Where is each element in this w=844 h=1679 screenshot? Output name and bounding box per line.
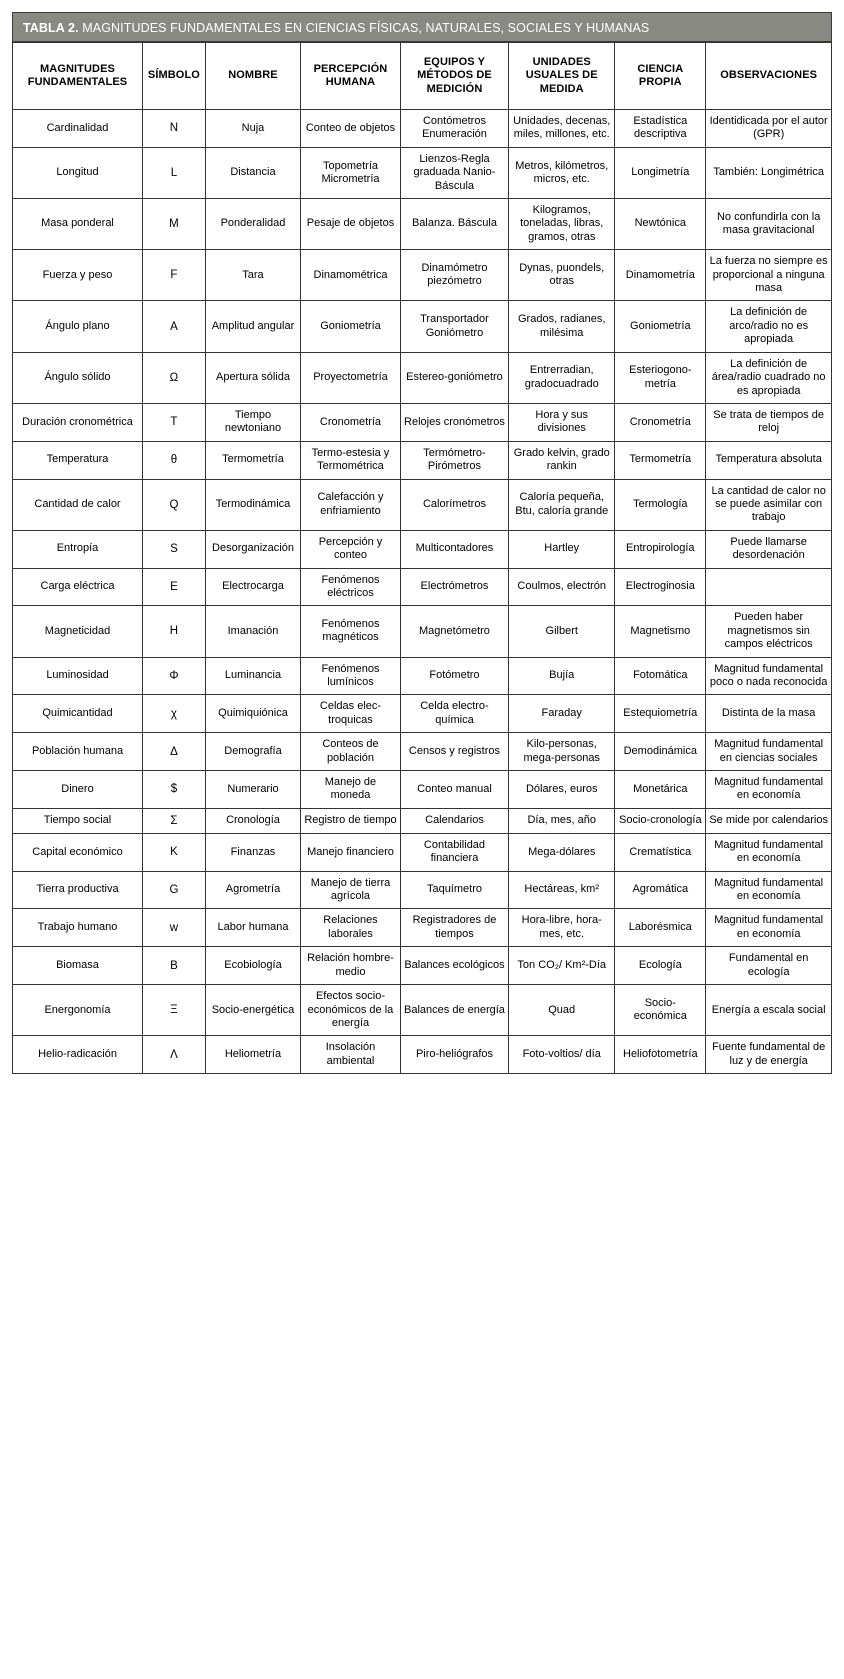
cell-magnitud: Tiempo social xyxy=(13,808,143,833)
magnitudes-table xyxy=(12,42,832,1074)
cell-simbolo: N xyxy=(143,110,206,148)
cell-magnitud: Dinero xyxy=(13,771,143,809)
cell-simbolo: Λ xyxy=(143,1036,206,1074)
cell-ciencia: Demodinámica xyxy=(615,733,706,771)
cell-simbolo: M xyxy=(143,199,206,250)
cell-ciencia: Heliofotometría xyxy=(615,1036,706,1074)
cell-nombre: Finanzas xyxy=(205,833,300,871)
cell-unidades: Faraday xyxy=(509,695,615,733)
cell-percepcion: Manejo de moneda xyxy=(301,771,401,809)
cell-unidades: Caloría pequeña, Btu, caloría grande xyxy=(509,479,615,530)
cell-magnitud: Longitud xyxy=(13,147,143,198)
cell-equipos: Piro-heliógrafos xyxy=(400,1036,508,1074)
cell-unidades: Kilo-personas, mega-personas xyxy=(509,733,615,771)
cell-observaciones xyxy=(706,568,832,606)
cell-nombre: Labor humana xyxy=(205,909,300,947)
column-header-percepcion-humana: PERCEPCIÓN HUMANA xyxy=(301,43,401,110)
cell-percepcion: Fenómenos lumínicos xyxy=(301,657,401,695)
cell-observaciones: Se mide por calendarios xyxy=(706,808,832,833)
table-row xyxy=(13,833,832,871)
table-row xyxy=(13,1036,832,1074)
cell-ciencia: Magnetismo xyxy=(615,606,706,657)
table-body xyxy=(13,110,832,1074)
cell-unidades: Foto-voltios/ día xyxy=(509,1036,615,1074)
cell-magnitud: Trabajo humano xyxy=(13,909,143,947)
cell-simbolo: L xyxy=(143,147,206,198)
cell-equipos: Calendarios xyxy=(400,808,508,833)
cell-simbolo: A xyxy=(143,301,206,352)
cell-equipos: Registradores de tiempos xyxy=(400,909,508,947)
cell-unidades: Hartley xyxy=(509,530,615,568)
cell-ciencia: Monetárica xyxy=(615,771,706,809)
cell-ciencia: Estadística descriptiva xyxy=(615,110,706,148)
cell-nombre: Ecobiología xyxy=(205,947,300,985)
cell-simbolo: E xyxy=(143,568,206,606)
cell-magnitud: Ángulo sólido xyxy=(13,352,143,403)
cell-observaciones: La cantidad de calor no se puede asimilar con trabajo xyxy=(706,479,832,530)
table-row xyxy=(13,568,832,606)
cell-percepcion: Termo-estesia y Termométrica xyxy=(301,441,401,479)
cell-simbolo: Φ xyxy=(143,657,206,695)
column-header-magnitudes-fundamentales: MAGNITUDES FUNDAMENTALES xyxy=(13,43,143,110)
cell-unidades: Grado kelvin, grado rankin xyxy=(509,441,615,479)
cell-observaciones: Identidicada por el autor (GPR) xyxy=(706,110,832,148)
cell-equipos: Dinamómetro piezómetro xyxy=(400,250,508,301)
cell-percepcion: Celdas elec-troquicas xyxy=(301,695,401,733)
cell-percepcion: Calefacción y enfriamiento xyxy=(301,479,401,530)
cell-nombre: Termodinámica xyxy=(205,479,300,530)
cell-simbolo: Q xyxy=(143,479,206,530)
cell-observaciones: Magnitud fundamental en economía xyxy=(706,771,832,809)
cell-equipos: Multicontadores xyxy=(400,530,508,568)
cell-simbolo: H xyxy=(143,606,206,657)
cell-magnitud: Fuerza y peso xyxy=(13,250,143,301)
cell-magnitud: Duración cronométrica xyxy=(13,403,143,441)
cell-ciencia: Crematística xyxy=(615,833,706,871)
cell-simbolo: G xyxy=(143,871,206,909)
table-row xyxy=(13,250,832,301)
cell-unidades: Gilbert xyxy=(509,606,615,657)
cell-equipos: Balances ecológicos xyxy=(400,947,508,985)
table-row xyxy=(13,947,832,985)
cell-magnitud: Luminosidad xyxy=(13,657,143,695)
cell-nombre: Termometría xyxy=(205,441,300,479)
cell-nombre: Apertura sólida xyxy=(205,352,300,403)
table-container xyxy=(12,12,832,1074)
cell-unidades: Metros, kilómetros, micros, etc. xyxy=(509,147,615,198)
cell-simbolo: Ξ xyxy=(143,985,206,1036)
column-header-ciencia-propia: CIENCIA PROPIA xyxy=(615,43,706,110)
cell-observaciones: Magnitud fundamental en economía xyxy=(706,909,832,947)
cell-percepcion: Efectos socio-económicos de la energía xyxy=(301,985,401,1036)
cell-observaciones: Distinta de la masa xyxy=(706,695,832,733)
cell-ciencia: Agromática xyxy=(615,871,706,909)
cell-magnitud: Tierra productiva xyxy=(13,871,143,909)
cell-simbolo: $ xyxy=(143,771,206,809)
cell-simbolo: Δ xyxy=(143,733,206,771)
cell-observaciones: Magnitud fundamental en ciencias sociales xyxy=(706,733,832,771)
table-row xyxy=(13,871,832,909)
cell-simbolo: w xyxy=(143,909,206,947)
cell-observaciones: Magnitud fundamental en economía xyxy=(706,871,832,909)
cell-nombre: Ponderalidad xyxy=(205,199,300,250)
cell-simbolo: θ xyxy=(143,441,206,479)
cell-percepcion: Conteo de objetos xyxy=(301,110,401,148)
cell-magnitud: Helio-radicación xyxy=(13,1036,143,1074)
cell-ciencia: Dinamometría xyxy=(615,250,706,301)
cell-nombre: Luminancia xyxy=(205,657,300,695)
cell-percepcion: Dinamométrica xyxy=(301,250,401,301)
cell-simbolo: χ xyxy=(143,695,206,733)
table-row xyxy=(13,695,832,733)
cell-percepcion: Registro de tiempo xyxy=(301,808,401,833)
cell-magnitud: Masa ponderal xyxy=(13,199,143,250)
cell-nombre: Desorganización xyxy=(205,530,300,568)
column-header-equipos-metodos: EQUIPOS Y MÉTODOS DE MEDICIÓN xyxy=(400,43,508,110)
cell-unidades: Grados, radianes, milésima xyxy=(509,301,615,352)
cell-unidades: Hora y sus divisiones xyxy=(509,403,615,441)
table-header-row xyxy=(13,43,832,110)
cell-simbolo: B xyxy=(143,947,206,985)
cell-ciencia: Ecología xyxy=(615,947,706,985)
cell-equipos: Contabilidad financiera xyxy=(400,833,508,871)
table-row xyxy=(13,479,832,530)
table-row xyxy=(13,352,832,403)
cell-ciencia: Esteriogono-metría xyxy=(615,352,706,403)
cell-simbolo: K xyxy=(143,833,206,871)
cell-percepcion: Fenómenos magnéticos xyxy=(301,606,401,657)
column-header-nombre: NOMBRE xyxy=(205,43,300,110)
cell-unidades: Quad xyxy=(509,985,615,1036)
cell-equipos: Censos y registros xyxy=(400,733,508,771)
cell-equipos: Relojes cronómetros xyxy=(400,403,508,441)
table-title-lead: TABLA 2. xyxy=(23,21,79,35)
table-header xyxy=(13,43,832,110)
cell-magnitud: Cantidad de calor xyxy=(13,479,143,530)
cell-unidades: Ton CO₂/ Km²-Día xyxy=(509,947,615,985)
table-row xyxy=(13,606,832,657)
cell-equipos: Balances de energía xyxy=(400,985,508,1036)
cell-nombre: Electrocarga xyxy=(205,568,300,606)
cell-equipos: Lienzos-Regla graduada Nanio-Báscula xyxy=(400,147,508,198)
cell-equipos: Celda electro-química xyxy=(400,695,508,733)
table-row xyxy=(13,733,832,771)
cell-percepcion: Topometría Micrometría xyxy=(301,147,401,198)
cell-unidades: Entrerradian, gradocuadrado xyxy=(509,352,615,403)
cell-unidades: Hectáreas, km² xyxy=(509,871,615,909)
cell-ciencia: Electroginosia xyxy=(615,568,706,606)
cell-magnitud: Entropía xyxy=(13,530,143,568)
cell-percepcion: Manejo financiero xyxy=(301,833,401,871)
column-header-simbolo: SÍMBOLO xyxy=(143,43,206,110)
cell-simbolo: Σ xyxy=(143,808,206,833)
cell-ciencia: Longimetría xyxy=(615,147,706,198)
table-title-text: MAGNITUDES FUNDAMENTALES EN CIENCIAS FÍSICAS, NATURALES, SOCIALES Y HUMANAS xyxy=(78,21,650,35)
cell-equipos: Estereo-goniómetro xyxy=(400,352,508,403)
cell-observaciones: No confundirla con la masa gravitacional xyxy=(706,199,832,250)
cell-nombre: Imanación xyxy=(205,606,300,657)
cell-observaciones: Energía a escala social xyxy=(706,985,832,1036)
table-row xyxy=(13,771,832,809)
cell-ciencia: Estequiometría xyxy=(615,695,706,733)
cell-observaciones: Temperatura absoluta xyxy=(706,441,832,479)
cell-nombre: Distancia xyxy=(205,147,300,198)
cell-ciencia: Entropirología xyxy=(615,530,706,568)
cell-percepcion: Relaciones laborales xyxy=(301,909,401,947)
cell-observaciones: Magnitud fundamental poco o nada reconocida xyxy=(706,657,832,695)
table-row xyxy=(13,403,832,441)
cell-unidades: Kilogramos, toneladas, libras, gramos, otras xyxy=(509,199,615,250)
cell-magnitud: Magneticidad xyxy=(13,606,143,657)
cell-equipos: Termómetro-Pirómetros xyxy=(400,441,508,479)
table-row xyxy=(13,657,832,695)
cell-nombre: Cronología xyxy=(205,808,300,833)
cell-simbolo: T xyxy=(143,403,206,441)
cell-observaciones: La definición de arco/radio no es apropiada xyxy=(706,301,832,352)
cell-equipos: Conteo manual xyxy=(400,771,508,809)
cell-simbolo: F xyxy=(143,250,206,301)
cell-magnitud: Carga eléctrica xyxy=(13,568,143,606)
cell-unidades: Día, mes, año xyxy=(509,808,615,833)
cell-nombre: Numerario xyxy=(205,771,300,809)
cell-equipos: Electrómetros xyxy=(400,568,508,606)
cell-ciencia: Fotomática xyxy=(615,657,706,695)
cell-nombre: Socio-energética xyxy=(205,985,300,1036)
cell-equipos: Balanza. Báscula xyxy=(400,199,508,250)
table-row xyxy=(13,301,832,352)
cell-observaciones: Se trata de tiempos de reloj xyxy=(706,403,832,441)
cell-magnitud: Cardinalidad xyxy=(13,110,143,148)
cell-ciencia: Socio-cronología xyxy=(615,808,706,833)
cell-percepcion: Proyectometría xyxy=(301,352,401,403)
cell-equipos: Taquímetro xyxy=(400,871,508,909)
cell-magnitud: Capital económico xyxy=(13,833,143,871)
cell-observaciones: La fuerza no siempre es proporcional a ninguna masa xyxy=(706,250,832,301)
cell-magnitud: Energonomía xyxy=(13,985,143,1036)
cell-ciencia: Termología xyxy=(615,479,706,530)
cell-observaciones: Fundamental en ecología xyxy=(706,947,832,985)
cell-unidades: Bujía xyxy=(509,657,615,695)
cell-ciencia: Laborésmica xyxy=(615,909,706,947)
cell-observaciones: La definición de área/radio cuadrado no es apropiada xyxy=(706,352,832,403)
cell-nombre: Agrometría xyxy=(205,871,300,909)
table-row xyxy=(13,441,832,479)
cell-ciencia: Socio-económica xyxy=(615,985,706,1036)
table-row xyxy=(13,199,832,250)
cell-observaciones: También: Longimétrica xyxy=(706,147,832,198)
cell-simbolo: Ω xyxy=(143,352,206,403)
cell-ciencia: Newtónica xyxy=(615,199,706,250)
cell-nombre: Tiempo newtoniano xyxy=(205,403,300,441)
column-header-observaciones: OBSERVACIONES xyxy=(706,43,832,110)
cell-nombre: Demografía xyxy=(205,733,300,771)
cell-ciencia: Termometría xyxy=(615,441,706,479)
table-row xyxy=(13,808,832,833)
cell-observaciones: Magnitud fundamental en economía xyxy=(706,833,832,871)
cell-percepcion: Percepción y conteo xyxy=(301,530,401,568)
cell-equipos: Calorímetros xyxy=(400,479,508,530)
cell-magnitud: Población humana xyxy=(13,733,143,771)
cell-nombre: Amplitud angular xyxy=(205,301,300,352)
cell-unidades: Dólares, euros xyxy=(509,771,615,809)
cell-nombre: Heliometría xyxy=(205,1036,300,1074)
table-row xyxy=(13,147,832,198)
cell-percepcion: Goniometría xyxy=(301,301,401,352)
cell-magnitud: Temperatura xyxy=(13,441,143,479)
cell-unidades: Unidades, decenas, miles, millones, etc. xyxy=(509,110,615,148)
cell-observaciones: Pueden haber magnetismos sin campos eléctricos xyxy=(706,606,832,657)
cell-observaciones: Fuente fundamental de luz y de energía xyxy=(706,1036,832,1074)
cell-magnitud: Quimicantidad xyxy=(13,695,143,733)
cell-unidades: Coulmos, electrón xyxy=(509,568,615,606)
cell-percepcion: Cronometría xyxy=(301,403,401,441)
cell-unidades: Mega-dólares xyxy=(509,833,615,871)
cell-percepcion: Insolación ambiental xyxy=(301,1036,401,1074)
table-row xyxy=(13,909,832,947)
table-row xyxy=(13,985,832,1036)
cell-percepcion: Conteos de población xyxy=(301,733,401,771)
cell-percepcion: Fenómenos eléctricos xyxy=(301,568,401,606)
cell-magnitud: Biomasa xyxy=(13,947,143,985)
cell-observaciones: Puede llamarse desordenación xyxy=(706,530,832,568)
cell-simbolo: S xyxy=(143,530,206,568)
cell-percepcion: Pesaje de objetos xyxy=(301,199,401,250)
cell-magnitud: Ángulo plano xyxy=(13,301,143,352)
cell-equipos: Contómetros Enumeración xyxy=(400,110,508,148)
cell-ciencia: Goniometría xyxy=(615,301,706,352)
cell-unidades: Dynas, puondels, otras xyxy=(509,250,615,301)
cell-equipos: Magnetómetro xyxy=(400,606,508,657)
cell-nombre: Tara xyxy=(205,250,300,301)
cell-unidades: Hora-libre, hora- mes, etc. xyxy=(509,909,615,947)
cell-equipos: Fotómetro xyxy=(400,657,508,695)
cell-nombre: Nuja xyxy=(205,110,300,148)
table-title xyxy=(12,12,832,42)
cell-ciencia: Cronometría xyxy=(615,403,706,441)
cell-percepcion: Relación hombre-medio xyxy=(301,947,401,985)
table-row xyxy=(13,110,832,148)
cell-nombre: Quimiquiónica xyxy=(205,695,300,733)
cell-percepcion: Manejo de tierra agrícola xyxy=(301,871,401,909)
table-row xyxy=(13,530,832,568)
column-header-unidades-usuales: UNIDADES USUALES DE MEDIDA xyxy=(509,43,615,110)
cell-equipos: Transportador Goniómetro xyxy=(400,301,508,352)
